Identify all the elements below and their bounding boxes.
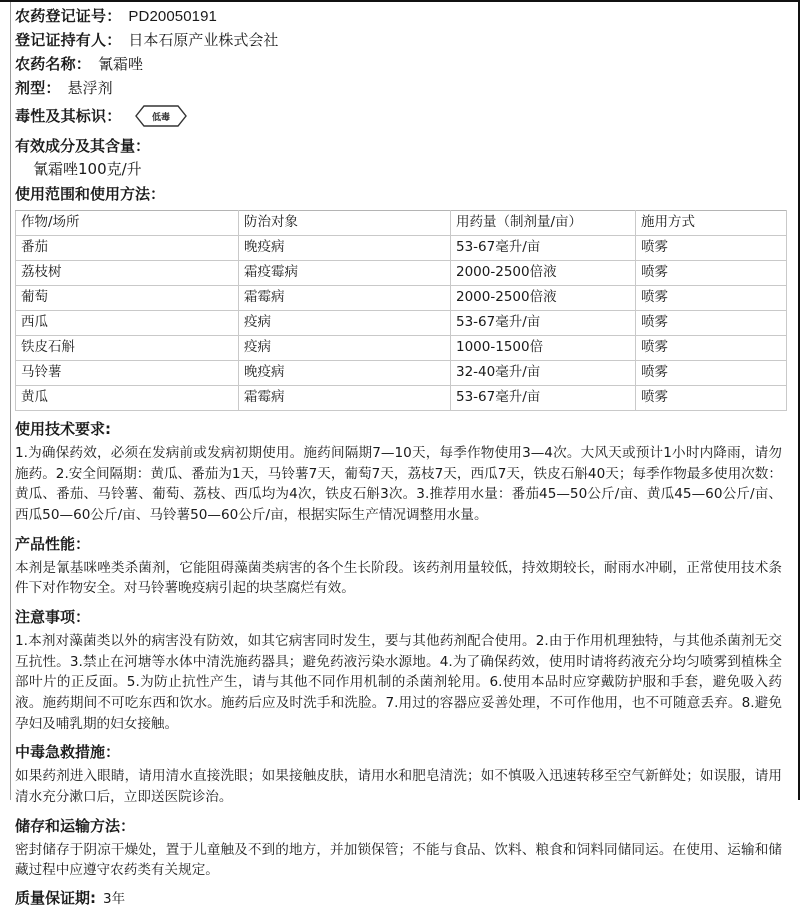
warranty-period-label: 质量保证期: xyxy=(15,888,96,907)
table-row xyxy=(16,386,787,411)
cell-crop: 马铃薯 xyxy=(16,361,239,386)
cell-target: 霜霉病 xyxy=(239,386,451,411)
toxicity-label: 毒性及其标识： xyxy=(15,106,122,125)
warranty-period-value: 3年 xyxy=(103,890,126,907)
table-row xyxy=(16,361,787,386)
storage-transport-section xyxy=(15,816,784,881)
cell-method: 喷雾 xyxy=(636,261,787,286)
table-row xyxy=(16,336,787,361)
cell-target: 疫病 xyxy=(239,311,451,336)
column-header-method: 施用方式 xyxy=(636,211,787,236)
cell-method: 喷雾 xyxy=(636,311,787,336)
registration-number-value: PD20050191 xyxy=(128,8,217,25)
cell-crop: 西瓜 xyxy=(16,311,239,336)
cell-method: 喷雾 xyxy=(636,336,787,361)
first-aid-body: 如果药剂进入眼睛，请用清水直接洗眼；如果接触皮肤，请用水和肥皂清洗；如不慎吸入迅速转移至空气新鲜处；如误服，请用清水充分漱口后，立即送医院诊治。 xyxy=(15,768,782,805)
cell-crop: 葡萄 xyxy=(16,286,239,311)
storage-transport-title: 储存和运输方法： xyxy=(15,816,136,835)
cell-dosage: 53-67毫升/亩 xyxy=(451,311,636,336)
technical-requirements-section xyxy=(15,422,784,526)
formulation-label: 剂型： xyxy=(15,79,61,97)
usage-table-body xyxy=(16,236,787,411)
active-ingredient-value: 氰霜唑100克/升 xyxy=(33,160,142,178)
registrant-label: 登记证持有人： xyxy=(15,31,122,49)
registrant-value: 日本石原产业株式会社 xyxy=(128,31,279,49)
cell-dosage: 2000-2500倍液 xyxy=(451,286,636,311)
low-toxicity-diamond-icon xyxy=(135,105,187,127)
precautions-body: 1.本剂对藻菌类以外的病害没有防效，如其它病害同时发生，要与其他药剂配合使用。2.由于作用机理独特，与其他杀菌剂无交互抗性。3.禁止在河塘等水体中清洗施药器具；避免药液污染水源地。4.为了确保药效，使用时请将药液充分均匀喷雾到植株全部叶片的正反面。5.为防止抗性产生，请与其他不同作用机制的杀菌剂轮用。6.使用本品时应穿戴防护服和手套，避免吸入药液。施药期间不可吃东西和饮水。施药后应及时洗手和洗脸。7.用过的容器应妥善处理，不可作他用，也不可随意丢弃。8.避免孕妇及哺乳期的妇女接触。 xyxy=(15,632,782,732)
registrant-line xyxy=(15,33,784,48)
cell-crop: 荔枝树 xyxy=(16,261,239,286)
cell-dosage: 53-67毫升/亩 xyxy=(451,386,636,411)
registration-number-line xyxy=(15,9,784,24)
precautions-title: 注意事项： xyxy=(15,607,91,626)
table-row xyxy=(16,261,787,286)
cell-method: 喷雾 xyxy=(636,361,787,386)
formulation-line xyxy=(15,81,784,96)
formulation-value: 悬浮剂 xyxy=(67,79,113,97)
product-name-label: 农药名称： xyxy=(15,55,92,73)
product-performance-body: 本剂是氰基咪唑类杀菌剂，它能阻碍藻菌类病害的各个生长阶段。该药剂用量较低，持效期较长，耐雨水冲刷，正常使用技术条件下对作物安全。对马铃薯晚疫病引起的块茎腐烂有效。 xyxy=(15,559,782,597)
toxicity-line xyxy=(15,105,784,127)
cell-method: 喷雾 xyxy=(636,386,787,411)
product-performance-title: 产品性能： xyxy=(15,534,91,553)
first-aid-title: 中毒急救措施： xyxy=(15,743,121,762)
technical-requirements-body: 1.为确保药效，必须在发病前或发病初期使用。施药间隔期7—10天，每季作物使用3—4次。大风天或预计1小时内降雨，请勿施药。2.安全间隔期：黄瓜、番茄为1天，马铃薯7天，葡萄7天，荔枝7天，西瓜7天，铁皮石斛40天；每季作物最多使用次数：黄瓜、番茄、马铃薯、葡萄、荔枝、西瓜均为4次，铁皮石斛3次。3.推荐用水量：番茄45—50公斤/亩、黄瓜45—60公斤/亩、西瓜50—60公斤/亩、马铃薯50—60公斤/亩，根据实际生产情况调整用水量。 xyxy=(15,445,782,523)
product-name-line xyxy=(15,57,784,72)
technical-requirements-title: 使用技术要求: xyxy=(15,420,111,438)
cell-dosage: 2000-2500倍液 xyxy=(451,261,636,286)
registration-number-label: 农药登记证号： xyxy=(15,7,122,25)
cell-crop: 铁皮石斛 xyxy=(16,336,239,361)
cell-method: 喷雾 xyxy=(636,286,787,311)
table-header-row xyxy=(16,211,787,236)
storage-transport-body: 密封储存于阴凉干燥处，置于儿童触及不到的地方，并加锁保管；不能与食品、饮料、粮食和饲料同储同运。在使用、运输和储藏过程中应遵守农药类有关规定。 xyxy=(15,841,782,879)
cell-crop: 番茄 xyxy=(16,236,239,261)
cell-method: 喷雾 xyxy=(636,236,787,261)
active-ingredient-title: 有效成分及其含量： xyxy=(15,137,151,155)
cell-target: 霜疫霉病 xyxy=(239,261,451,286)
cell-crop: 黄瓜 xyxy=(16,386,239,411)
cell-dosage: 53-67毫升/亩 xyxy=(451,236,636,261)
column-header-crop: 作物/场所 xyxy=(16,211,239,236)
precautions-section xyxy=(15,607,784,734)
low-toxicity-mark-text: 低毒 xyxy=(152,113,171,123)
product-performance-section xyxy=(15,534,784,599)
first-aid-section xyxy=(15,745,784,807)
table-row xyxy=(16,311,787,336)
usage-table xyxy=(15,210,787,411)
cell-dosage: 1000-1500倍 xyxy=(451,336,636,361)
column-header-target: 防治对象 xyxy=(239,211,451,236)
cell-dosage: 32-40毫升/亩 xyxy=(451,361,636,386)
usage-table-title: 使用范围和使用方法： xyxy=(15,185,166,203)
table-row xyxy=(16,286,787,311)
table-row xyxy=(16,236,787,261)
product-name-value: 氰霜唑 xyxy=(98,55,144,73)
cell-target: 晚疫病 xyxy=(239,361,451,386)
warranty-period-line xyxy=(15,888,784,907)
column-header-dosage: 用药量（制剂量/亩） xyxy=(451,211,636,236)
cell-target: 霜霉病 xyxy=(239,286,451,311)
cell-target: 晚疫病 xyxy=(239,236,451,261)
cell-target: 疫病 xyxy=(239,336,451,361)
label-content xyxy=(0,2,798,906)
